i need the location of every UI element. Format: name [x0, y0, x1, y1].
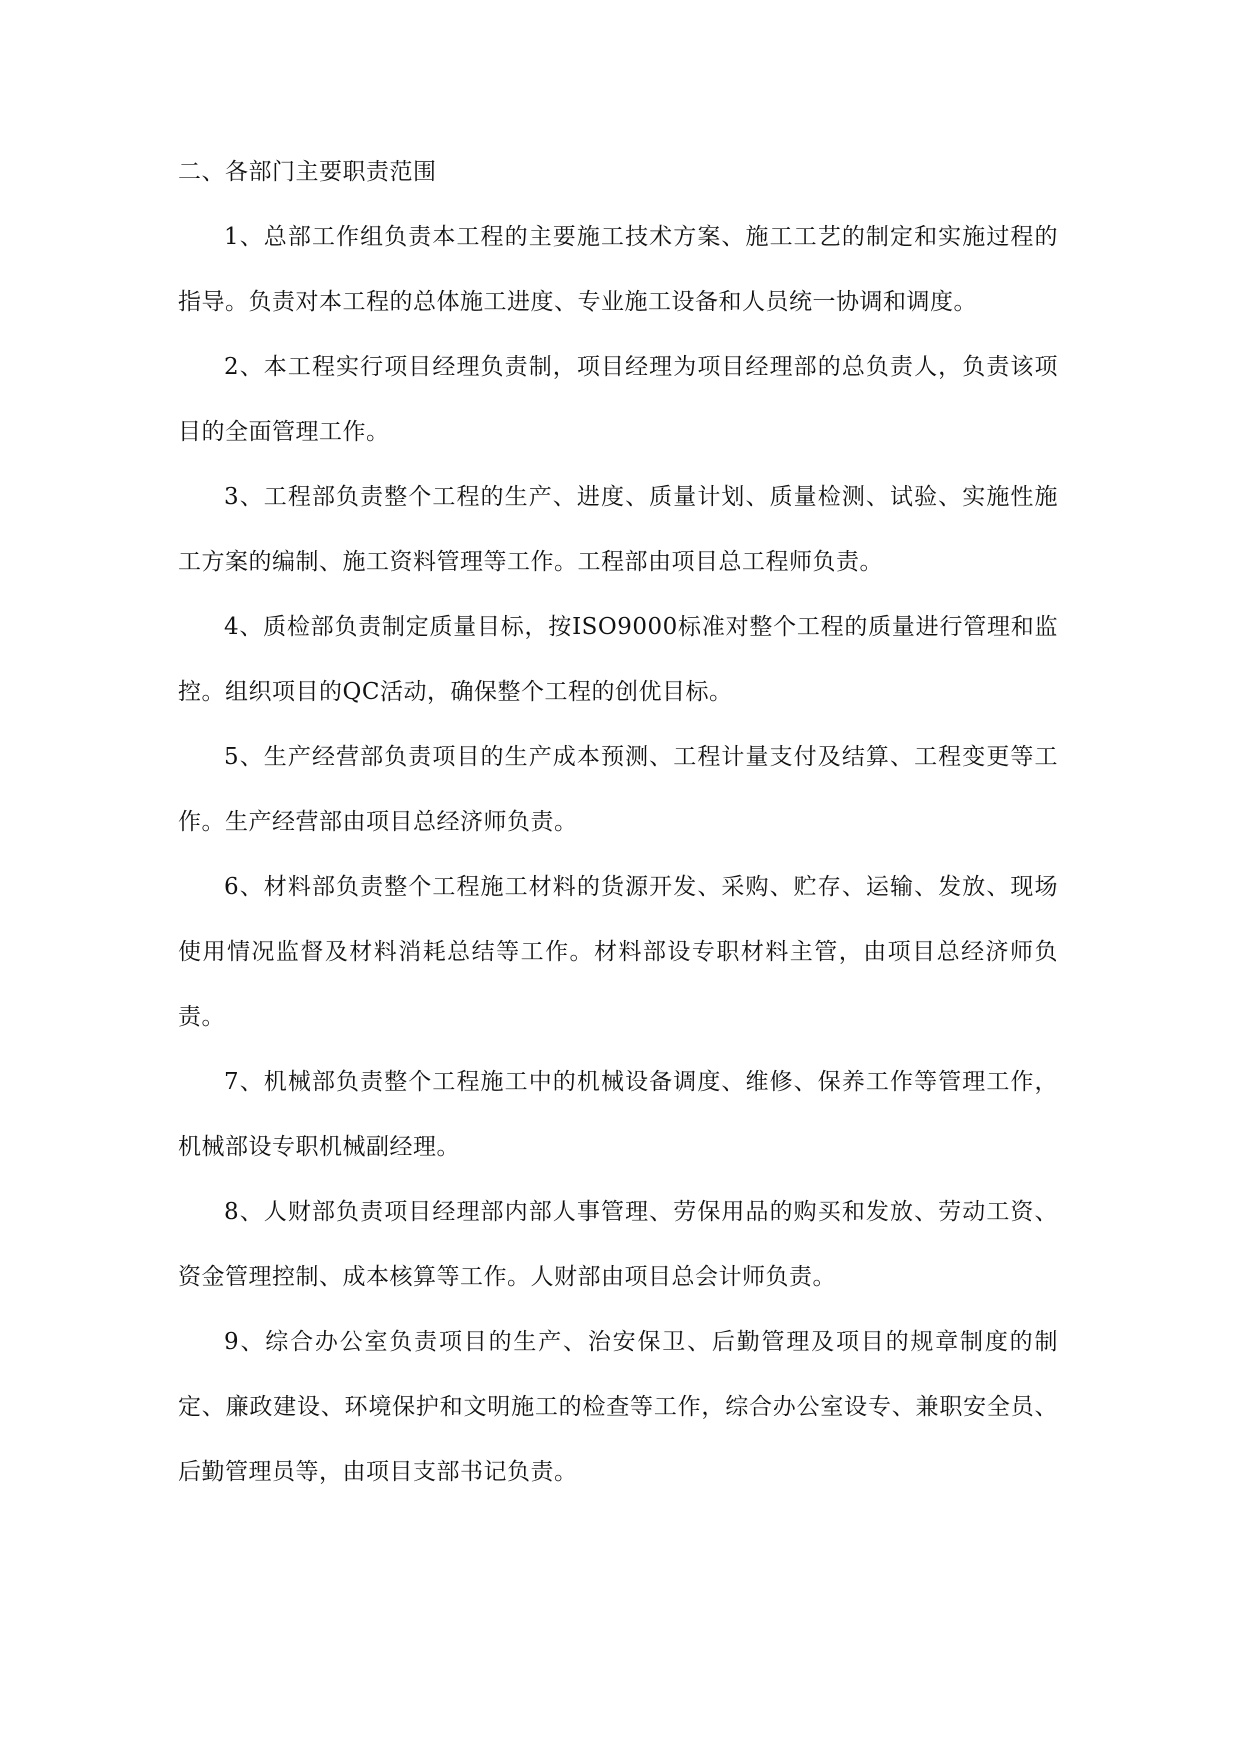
document-body	[178, 140, 1058, 1505]
paragraph-9: 9、综合办公室负责项目的生产、治安保卫、后勤管理及项目的规章制度的制定、廉政建设、环境保护和文明施工的检查等工作，综合办公室设专、兼职安全员、后勤管理员等，由项目支部书记负责。	[178, 1329, 1058, 1485]
paragraph-5: 5、生产经营部负责项目的生产成本预测、工程计量支付及结算、工程变更等工作。生产经营部由项目总经济师负责。	[178, 744, 1058, 835]
paragraph-2: 2、本工程实行项目经理负责制，项目经理为项目经理部的总负责人，负责该项目的全面管理工作。	[178, 354, 1058, 445]
paragraph-1: 1、总部工作组负责本工程的主要施工技术方案、施工工艺的制定和实施过程的指导。负责对本工程的总体施工进度、专业施工设备和人员统一协调和调度。	[178, 224, 1058, 315]
paragraph-8: 8、人财部负责项目经理部内部人事管理、劳保用品的购买和发放、劳动工资、资金管理控制、成本核算等工作。人财部由项目总会计师负责。	[178, 1199, 1058, 1290]
paragraph-7: 7、机械部负责整个工程施工中的机械设备调度、维修、保养工作等管理工作，机械部设专职机械副经理。	[178, 1069, 1058, 1160]
section-heading: 二、各部门主要职责范围	[178, 159, 437, 185]
paragraph-6: 6、材料部负责整个工程施工材料的货源开发、采购、贮存、运输、发放、现场使用情况监督及材料消耗总结等工作。材料部设专职材料主管，由项目总经济师负责。	[178, 874, 1058, 1030]
paragraph-4: 4、质检部负责制定质量目标，按ISO9000标准对整个工程的质量进行管理和监控。组织项目的QC活动，确保整个工程的创优目标。	[178, 614, 1058, 705]
paragraph-3: 3、工程部负责整个工程的生产、进度、质量计划、质量检测、试验、实施性施工方案的编制、施工资料管理等工作。工程部由项目总工程师负责。	[178, 484, 1058, 575]
